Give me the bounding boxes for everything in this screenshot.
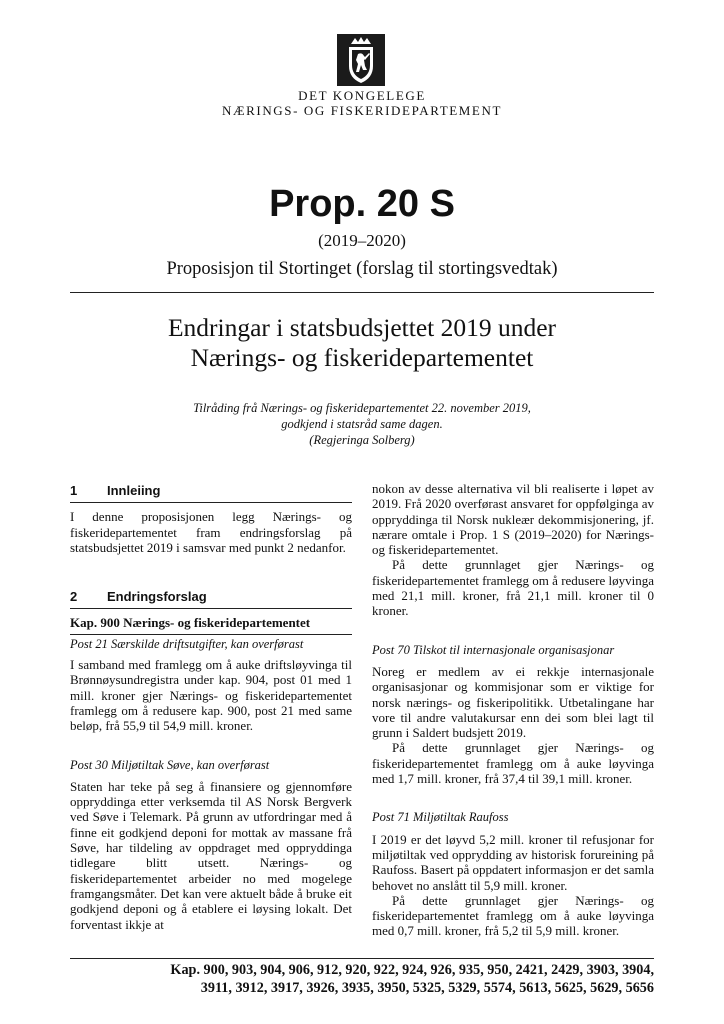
left-column [70,483,352,932]
recommendation-line2: godkjend i statsråd same dagen. [281,417,443,431]
post-heading: Post 71 Miljøtiltak Raufoss [372,810,509,825]
section-number: 2 [70,589,78,605]
post-heading: Post 21 Særskilde driftsutgifter, kan overførast [70,636,304,651]
paragraph: I denne proposisjonen legg Nærings- og fiskeridepartementet fram endringsforslag på statsbudsjettet 2019 i samsvar med punkt 2 nedanfor. [70,509,352,555]
proposition-subtitle: Proposisjon til Stortinget (forslag til stortingsvedtak) [166,259,558,279]
norwegian-royal-crest-icon [337,34,385,86]
chapter-heading: Kap. 900 Nærings- og fiskeridepartementet [70,615,311,631]
document-title-line2: Nærings- og fiskeridepartementet [190,343,534,372]
chapter-divider [70,634,352,635]
recommendation-note [0,400,724,448]
paragraph: Noreg er medlem av ei rekkje internasjonale organisasjonar og kommisjonar som er viktige for norsk nærings- og fiskeripolitikk. Utbetalingane har vore til andre valutakursar enn dei som blei lagt til grunn i Saldert budsjett 2019. [372,663,654,741]
ministry-name-line1: DET KONGELEGE [298,88,426,103]
section-title: Endringsforslag [107,589,207,605]
paragraph: På dette grunnlaget gjer Nærings- og fiskeridepartementet framlegg om å auke løyvinga med 0,7 mill. kroner, frå 5,2 til 5,9 mill. kroner. [372,892,654,939]
section-heading-endringsforslag [70,589,352,604]
footer-divider [70,958,654,959]
section-divider [70,608,352,609]
document-title [0,313,724,373]
paragraph: På dette grunnlaget gjer Nærings- og fiskeridepartementet framlegg om å redusere løyvinga med 21,1 mill. kroner, frå 21,1 mill. kroner til 0 kroner. [372,557,654,619]
section-divider [70,502,352,503]
post-heading: Post 70 Tilskot til internasjonale organisasjonar [372,642,615,657]
section-heading-innleiing [70,483,352,498]
ministry-name-line2: NÆRINGS- OG FISKERIDEPARTEMENT [221,103,503,118]
section-title: Innleiing [107,483,161,498]
paragraph: nokon av desse alternativa vil bli realiserte i løpet av 2019. Frå 2020 overførast ansvaret for oppfølginga av oppryddinga til Norsk nukleær dekommisjonering, jf. nærare omtale i Prop. 1 S (2019–2020) for Nærings- og fiskeridepartementet. [372,481,654,558]
chapter-list-footer [70,962,654,997]
session-year: (2019–2020) [318,231,406,250]
paragraph: Staten har teke på seg å finansiere og gjennomføre oppryddinga etter verksemda til AS Norsk Bergverk ved Søve i Telemark. På grunn av utfordringar med å finne eit godkjend deponi for mottak av massane frå Søve, har tildeling av oppdraget med oppryddinga tidlegare blitt utsett. Nærings- og fiskeridepartementet arbeider no med mogelege framgangsmåter. Det kan vere aktuelt både å bruke eit godkjend deponi og å etablere ei løysing lokalt. Det forventast ikkje at [70,778,352,932]
post-heading: Post 30 Miljøtiltak Søve, kan overførast [70,757,270,772]
right-column [372,481,654,939]
section-number: 1 [70,483,78,498]
paragraph: I 2019 er det løyvd 5,2 mill. kroner til refusjonar for miljøtiltak ved opprydding av historisk forureining på Raufoss. Basert på oppdatert informasjon er det samla behovet no anslått til 5,9 mill. kroner. [372,831,654,893]
recommendation-line1: Tilråding frå Nærings- og fiskeridepartementet 22. november 2019, [193,401,531,415]
paragraph: I samband med framlegg om å auke driftsløyvinga til Brønnøysundregistra under kap. 904, post 01 med 1 mill. kroner gjer Nærings- og fiskeridepartementet framlegg om å redusere kap. 900, post 21 med same beløp, frå 55,9 til 54,9 mill. kroner. [70,657,352,734]
title-divider [70,292,654,293]
paragraph: På dette grunnlaget gjer Nærings- og fiskeridepartementet framlegg om å auke løyvinga med 1,7 mill. kroner, frå 37,4 til 39,1 mill. kroner. [372,740,654,787]
chapter-list-line2: 3911, 3912, 3917, 3926, 3935, 3950, 5325, 5329, 5574, 5613, 5625, 5629, 5656 [200,979,654,996]
chapter-list-line1: Kap. 900, 903, 904, 906, 912, 920, 922, 924, 926, 935, 950, 2421, 2429, 3903, 3904, [170,962,654,978]
proposition-number: Prop. 20 S [269,183,455,225]
document-title-line1: Endringar i statsbudsjettet 2019 under [167,313,557,342]
recommendation-line3: (Regjeringa Solberg) [309,433,415,447]
